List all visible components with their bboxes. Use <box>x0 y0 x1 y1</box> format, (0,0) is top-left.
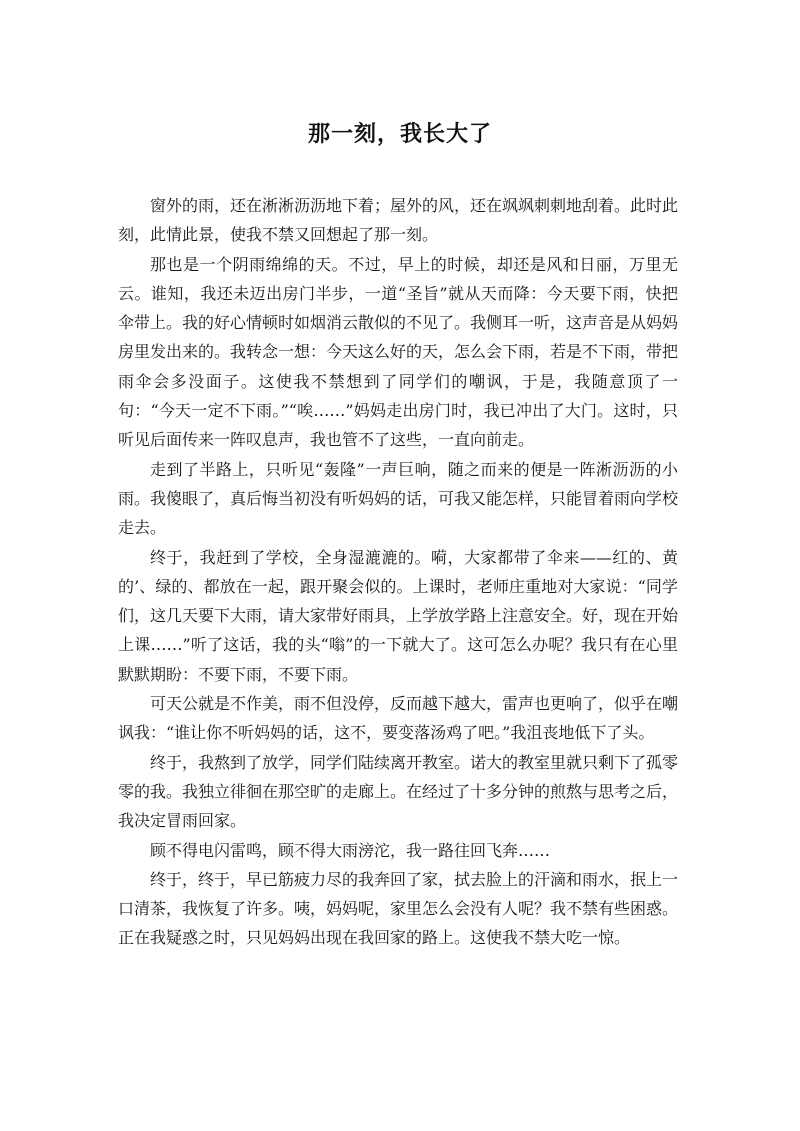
essay-title: 那一刻，我长大了 <box>307 122 492 147</box>
paragraph-8: 终于，终于，早已筋疲力尽的我奔回了家，拭去脸上的汗滴和雨水，抿上一口清茶，我恢复了许多。咦，妈妈呢，家里怎么会没有人呢？我不禁有些困惑。正在我疑惑之时，只见妈妈出现在我回家的路上。这使我不禁大吃一惊。 <box>118 869 679 948</box>
essay-body <box>118 191 678 953</box>
paragraph-7: 顾不得电闪雷鸣，顾不得大雨滂沱，我一路往回飞奔…… <box>150 840 551 860</box>
paragraph-4: 终于，我赶到了学校，全身湿漉漉的。嗬，大家都带了伞来——红的、黄的’、绿的、都放在一起，跟开聚会似的。上课时，老师庄重地对大家说：“同学们，这几天要下大雨，请大家带好雨具，上学放学路上注意安全。好，现在开始上课……”听了这话，我的头“嗡”的一下就大了。这可怎么办呢？我只有在心里默默期盼：不要下雨，不要下雨。 <box>118 547 679 684</box>
paragraph-6: 终于，我熬到了放学，同学们陆续离开教室。诺大的教室里就只剩下了孤零零的我。我独立徘徊在那空旷的走廊上。在经过了十多分钟的煎熬与思考之后，我决定冒雨回家。 <box>118 752 679 831</box>
paragraph-5: 可天公就是不作美，雨不但没停，反而越下越大，雷声也更响了，似乎在嘲讽我：“谁让你不听妈妈的话，这不，要变落汤鸡了吧。”我沮丧地低下了头。 <box>118 694 679 743</box>
paragraph-2: 那也是一个阴雨绵绵的天。不过，早上的时候，却还是风和日丽，万里无云。谁知，我还未迈出房门半步，一道“圣旨”就从天而降：今天要下雨，快把伞带上。我的好心情顿时如烟消云散似的不见了。我侧耳一听，这声音是从妈妈房里发出来的。我转念一想：今天这么好的天，怎么会下雨，若是不下雨，带把雨伞会多没面子。这使我不禁想到了同学们的嘲讽，于是，我随意顶了一句：“今天一定不下雨。”“唉……”妈妈走出房门时，我已冲出了大门。这时，只听见后面传来一阵叹息声，我也管不了这些，一直向前走。 <box>118 254 679 450</box>
paragraph-3: 走到了半路上，只听见“轰隆”一声巨响，随之而来的便是一阵淅沥沥的小雨。我傻眼了，真后悔当初没有听妈妈的话，可我又能怎样，只能冒着雨向学校走去。 <box>118 459 679 538</box>
paragraph-1: 窗外的雨，还在淅淅沥沥地下着；屋外的风，还在飒飒刺刺地刮着。此时此刻，此情此景，使我不禁又回想起了那一刻。 <box>118 196 679 245</box>
